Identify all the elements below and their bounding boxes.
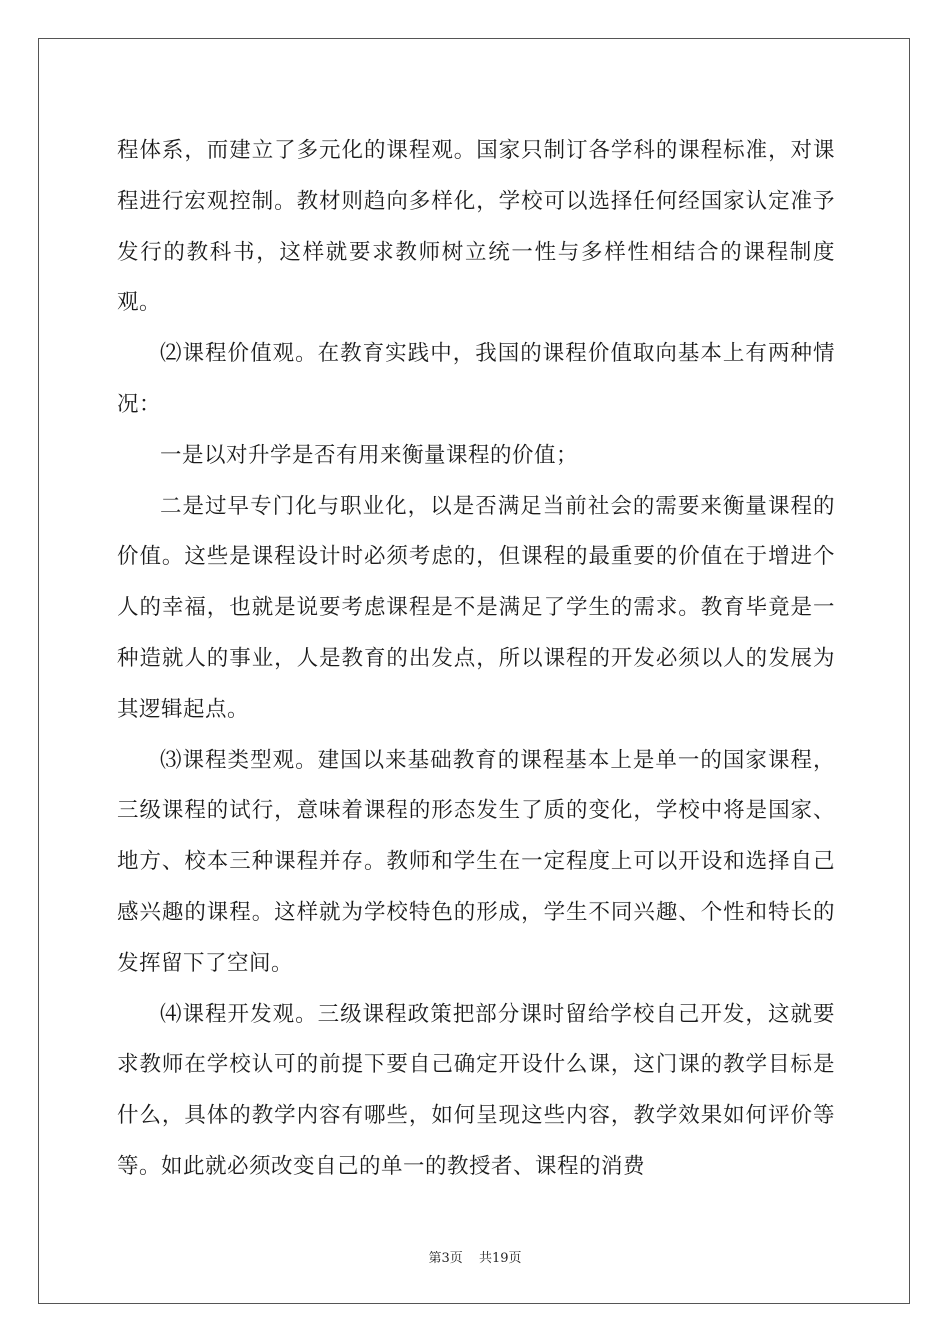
paragraph-2: ⑵课程价值观。在教育实践中，我国的课程价值取向基本上有两种情况： (117, 341, 835, 417)
page-number: 第3页 (428, 1251, 463, 1266)
paragraph-3: 一是以对升学是否有用来衡量课程的价值； (160, 442, 579, 468)
paragraph-6: ⑷课程开发观。三级课程政策把部分课时留给学校自己开发，这就要求教师在学校认可的前提下要自己确定开设什么课，这门课的教学目标是什么，具体的教学内容有哪些，如何呈现这些内容，教学效果如何评价等等。如此就必须改变自己的单一的教授者、课程的消费 (117, 1001, 835, 1179)
paragraph-4: 二是过早专门化与职业化，以是否满足当前社会的需要来衡量课程的价值。这些是课程设计时必须考虑的，但课程的最重要的价值在于增进个人的幸福，也就是说要考虑课程是不是满足了学生的需求。教育毕竟是一种造就人的事业，人是教育的出发点，所以课程的开发必须以人的发展为其逻辑起点。 (117, 493, 835, 722)
page-footer (0, 1247, 950, 1266)
paragraph-5: ⑶课程类型观。建国以来基础教育的课程基本上是单一的国家课程，三级课程的试行，意味着课程的形态发生了质的变化，学校中将是国家、地方、校本三种课程并存。教师和学生在一定程度上可以开设和选择自己感兴趣的课程。这样就为学校特色的形成，学生不同兴趣、个性和特长的发挥留下了空间。 (117, 747, 835, 976)
document-body (117, 126, 835, 1193)
page-total: 共19页 (478, 1251, 522, 1266)
paragraph-1: 程体系，而建立了多元化的课程观。国家只制订各学科的课程标准，对课程进行宏观控制。教材则趋向多样化，学校可以选择任何经国家认定准予发行的教科书，这样就要求教师树立统一性与多样性相结合的课程制度观。 (117, 138, 835, 316)
